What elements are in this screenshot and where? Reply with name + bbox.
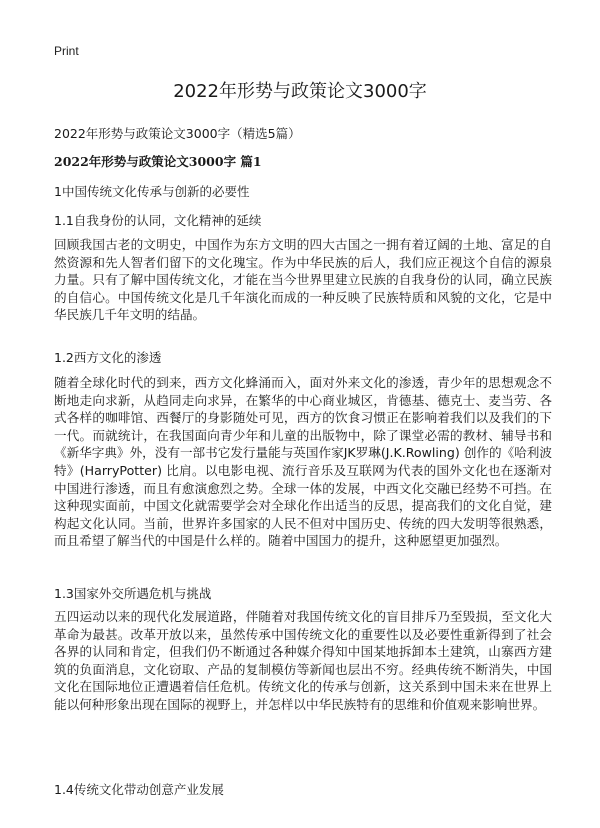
paragraph-2: 随着全球化时代的到来，西方文化蜂涌而入，面对外来文化的渗透，青少年的思想观念不断地走向求新，从趋同走向求异，在繁华的中心商业城区，肯德基、德克士、麦当劳、各式各样的咖啡馆、西餐厅的身影随处可见，西方的饮食习惯正在影响着我们以及我们的下一代。而就统计，在我国面向青少年和儿童的出版物中，除了课堂必需的教材、辅导书和《新华字典》外，没有一部书它发行量能与英国作家JK罗琳(J.K.Rowling) 创作的《哈利波特》(HarryPotter) 比肩。以电影电视、流行音乐及互联网为代表的国外文化也在逐渐对中国进行渗透，而且有愈演愈烈之势。全球一体的发展，中西文化交融已经势不可挡。在这种现实面前，中国文化就需要学会对全球化作出适当的反思，提高我们的文化自觉，建构起文化认同。当前，世界许多国家的人民不但对中国历史、传统的四大发明等很熟悉，而且希望了解当代的中国是什么样的。随着中国国力的提升，这种愿望更加强烈。 — [54, 375, 552, 549]
heading-1-1: 1.1自我身份的认同，文化精神的延续 — [54, 213, 262, 228]
document-title: 2022年形势与政策论文3000字 — [173, 81, 427, 102]
heading-1-4: 1.4传统文化带动创意产业发展 — [54, 782, 224, 797]
heading-1-3: 1.3国家外交所遇危机与挑战 — [54, 586, 212, 601]
heading-1-2: 1.2西方文化的渗透 — [54, 350, 162, 365]
document-subtitle: 2022年形势与政策论文3000字（精选5篇） — [54, 126, 301, 141]
paragraph-1: 回顾我国古老的文明史，中国作为东方文明的四大古国之一拥有着辽阔的土地、富足的自然资源和先人智者们留下的文化瑰宝。作为中华民族的后人，我们应正视这个自信的源泉力量。只有了解中国传统文化，才能在当今世界里建立民族的自我身份的认同，确立民族的自信心。中国传统文化是几千年演化而成的一种反映了民族特质和风貌的文化，它是中华民族几千年文明的结晶。 — [54, 237, 552, 323]
section-title: 2022年形势与政策论文3000字 篇1 — [54, 154, 262, 169]
print-label: Print — [54, 44, 79, 58]
heading-1: 1中国传统文化传承与创新的必要性 — [54, 184, 250, 199]
paragraph-3: 五四运动以来的现代化发展道路，伴随着对我国传统文化的盲目排斥乃至毁损，至文化大革命为最甚。改革开放以来，虽然传承中国传统文化的重要性以及必要性重新得到了社会各界的认同和肯定，但我们仍不断通过各种媒介得知中国某地拆卸本土建筑，山寨西方建筑的负面消息，文化窃取、产品的复制模仿等新闻也层出不穷。经典传统不断消失，中国文化在国际地位正遭遇着信任危机。传统文化的传承与创新，这关系到中国未来在世界上能以何种形象出现在国际的视野上，并怎样以中华民族特有的思维和价值观来影响世界。 — [54, 609, 552, 712]
